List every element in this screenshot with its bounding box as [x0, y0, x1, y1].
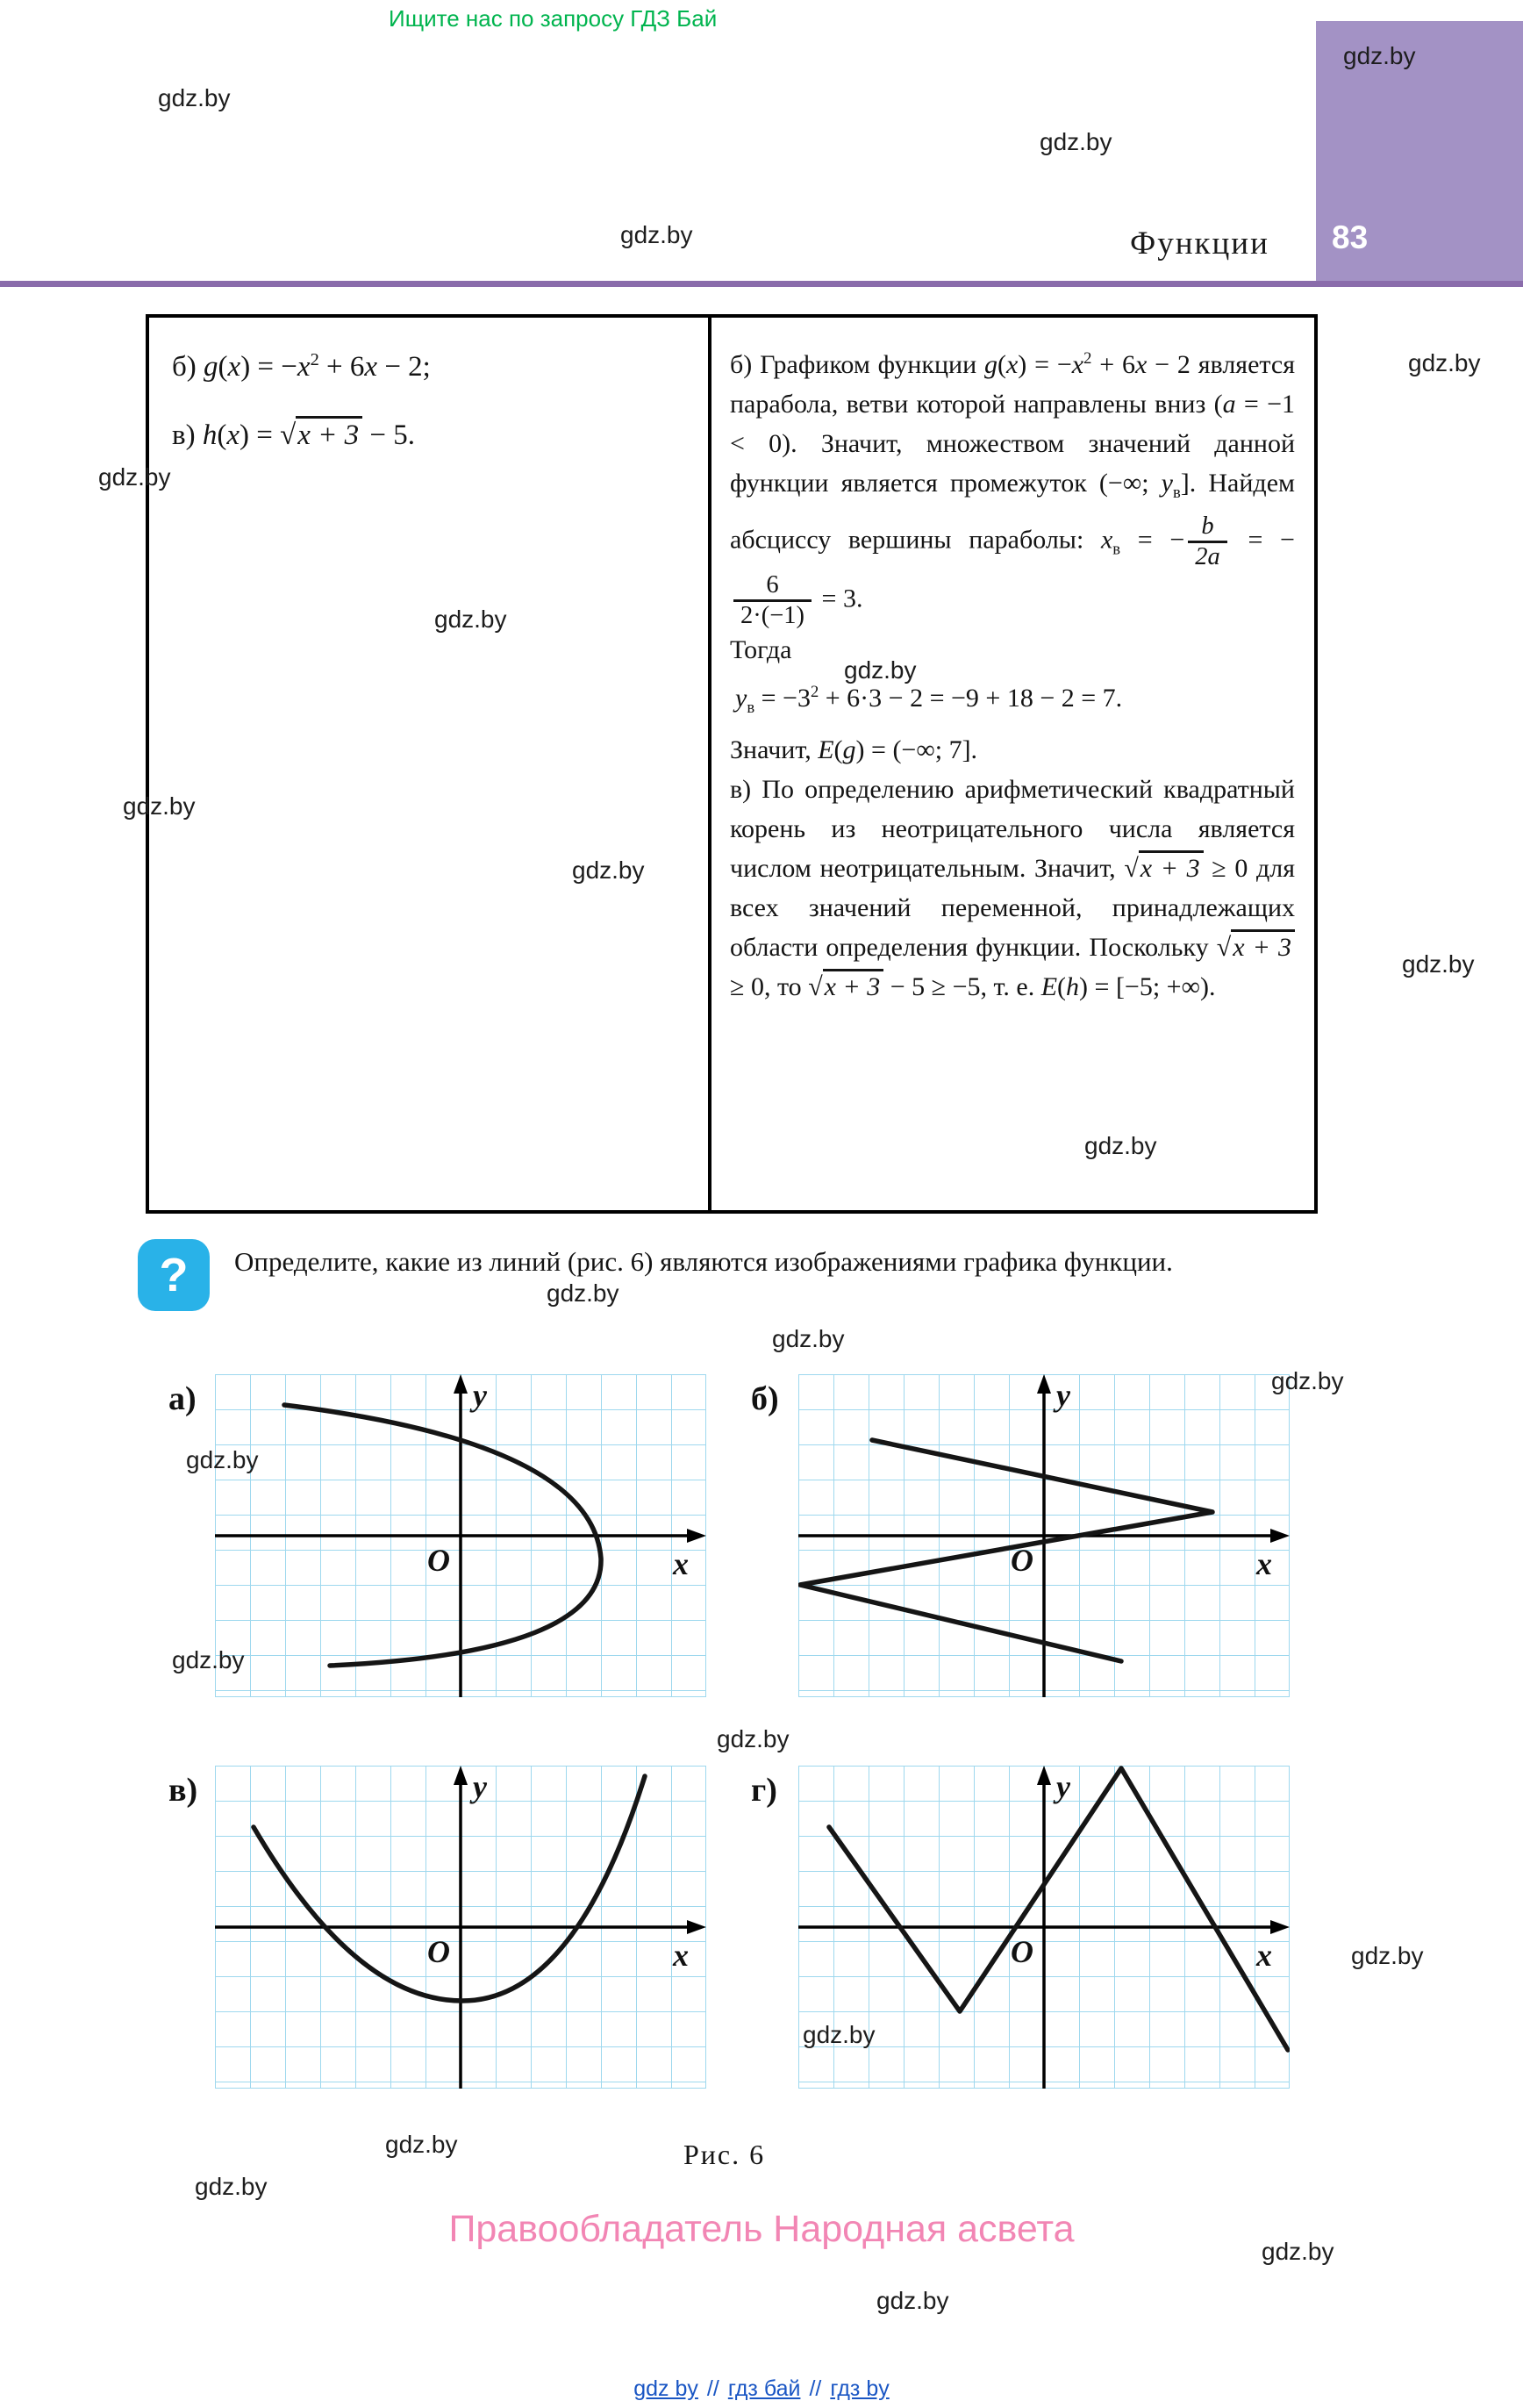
y-axis-label: y [1056, 1378, 1070, 1413]
watermark: gdz.by [803, 2021, 876, 2048]
y-axis-label: y [473, 1769, 487, 1804]
x-axis-label: x [1256, 1546, 1272, 1581]
solution-column [730, 339, 1295, 1007]
watermark: gdz.by [1271, 1367, 1344, 1394]
watermark: gdz.by [717, 1725, 790, 1752]
watermark: gdz.by [158, 84, 231, 111]
footer-link-gdz-by[interactable]: gdz by [633, 2376, 698, 2401]
watermark: gdz.by [172, 1646, 245, 1673]
graph-v [215, 1766, 706, 2089]
graph-b [798, 1374, 1290, 1697]
watermark: gdz.by [195, 2173, 268, 2200]
origin-label: O [427, 1543, 450, 1578]
graph-a-label: а) [168, 1380, 197, 1417]
page-number: 83 [1332, 219, 1369, 255]
watermark: gdz.by [186, 1446, 259, 1473]
footer-separator: // [706, 2376, 719, 2401]
section-title: Функции [1130, 226, 1269, 262]
watermark: gdz.by [876, 2287, 949, 2314]
graph-b-label: б) [751, 1380, 779, 1417]
problem-item-v: в) h(x) = √x + 3 − 5. [172, 411, 698, 460]
problem-column [172, 335, 698, 460]
figure-caption: Рис. 6 [683, 2139, 766, 2170]
watermark: gdz.by [1402, 950, 1475, 978]
watermark: gdz.by [772, 1325, 845, 1352]
solution-formula-yv: $y_в = -3^2 + 6\cdot 3 - 2 = -9 + 18 - 2 = 7$. [735, 682, 1123, 717]
watermark: gdz.by [434, 606, 507, 633]
x-axis-label: x [673, 1938, 689, 1973]
graph-g-label: г) [751, 1772, 777, 1809]
watermark: gdz.by [1343, 42, 1416, 69]
watermark: gdz.by [1040, 128, 1112, 155]
question-mark-icon: ? [138, 1239, 210, 1311]
watermark: gdz.by [98, 463, 171, 491]
footer-link-gdz-bai[interactable]: гдз бай [727, 2376, 801, 2401]
solution-paragraph-v: в) По определению арифметический квадратный корень из неотрицательного числа является числом неотрицательным. Значит, √x + 3 ≥ 0 для всех значений переменной, принадлежащих области определения функции. Поскольку √x + 3 ≥ 0, то √x + 3 − 5 ≥ −5, т. е. E(h) = [−5; +∞). [730, 774, 1295, 1001]
watermark: gdz.by [1351, 1942, 1424, 1969]
x-axis-label: x [673, 1546, 689, 1581]
origin-label: O [427, 1934, 450, 1969]
y-axis-label: y [1056, 1769, 1070, 1804]
watermark: gdz.by [1408, 349, 1481, 376]
watermark: gdz.by [572, 856, 645, 884]
top-promo-text: Ищите нас по запросу ГДЗ Бай [389, 5, 718, 32]
footer-links [0, 2376, 1523, 2402]
watermark: gdz.by [547, 1279, 619, 1307]
question-block [138, 1239, 1335, 1311]
solution-paragraph-b: б) Графиком функции $g(x) = -x^2 + 6x - 2$ является парабола, ветви которой направлены вниз (a = −1 < 0). Значит, множеством значений данной функции является промежуток (−∞; $y_в$]. Найдем абсциссу вершины параболы: $x_в$ = − $\frac{b}{2a}$ = − $\frac{6}{2\cdot(-1)}$ = 3. [730, 349, 1296, 629]
solution-togda: Тогда [730, 634, 792, 664]
problem-item-b: б) $g(x) = -x^2 + 6x - 2$; [172, 350, 431, 383]
watermark: gdz.by [1084, 1132, 1157, 1159]
solution-znachit: Значит, E(g) = (−∞; 7]. [730, 735, 978, 764]
watermark: gdz.by [123, 792, 196, 820]
watermark: gdz.by [1262, 2238, 1334, 2265]
watermark: gdz.by [620, 221, 693, 248]
y-axis-label: y [473, 1378, 487, 1413]
graph-a [215, 1374, 706, 1697]
x-axis-label: x [1256, 1938, 1272, 1973]
origin-label: O [1011, 1543, 1033, 1578]
column-divider [708, 318, 711, 1210]
footer-link-gdz-by-2[interactable]: гдз by [830, 2376, 890, 2401]
footer-separator: // [809, 2376, 822, 2401]
graph-v-label: в) [168, 1772, 198, 1809]
solution-box [146, 314, 1318, 1214]
copyright-text: Правообладатель Народная асвета [448, 2208, 1075, 2250]
origin-label: O [1011, 1934, 1033, 1969]
watermark: gdz.by [385, 2131, 458, 2158]
watermark: gdz.by [844, 656, 917, 684]
question-text: Определите, какие из линий (рис. 6) являются изображениями графика функции. [234, 1246, 1173, 1277]
header-rule [0, 281, 1523, 287]
